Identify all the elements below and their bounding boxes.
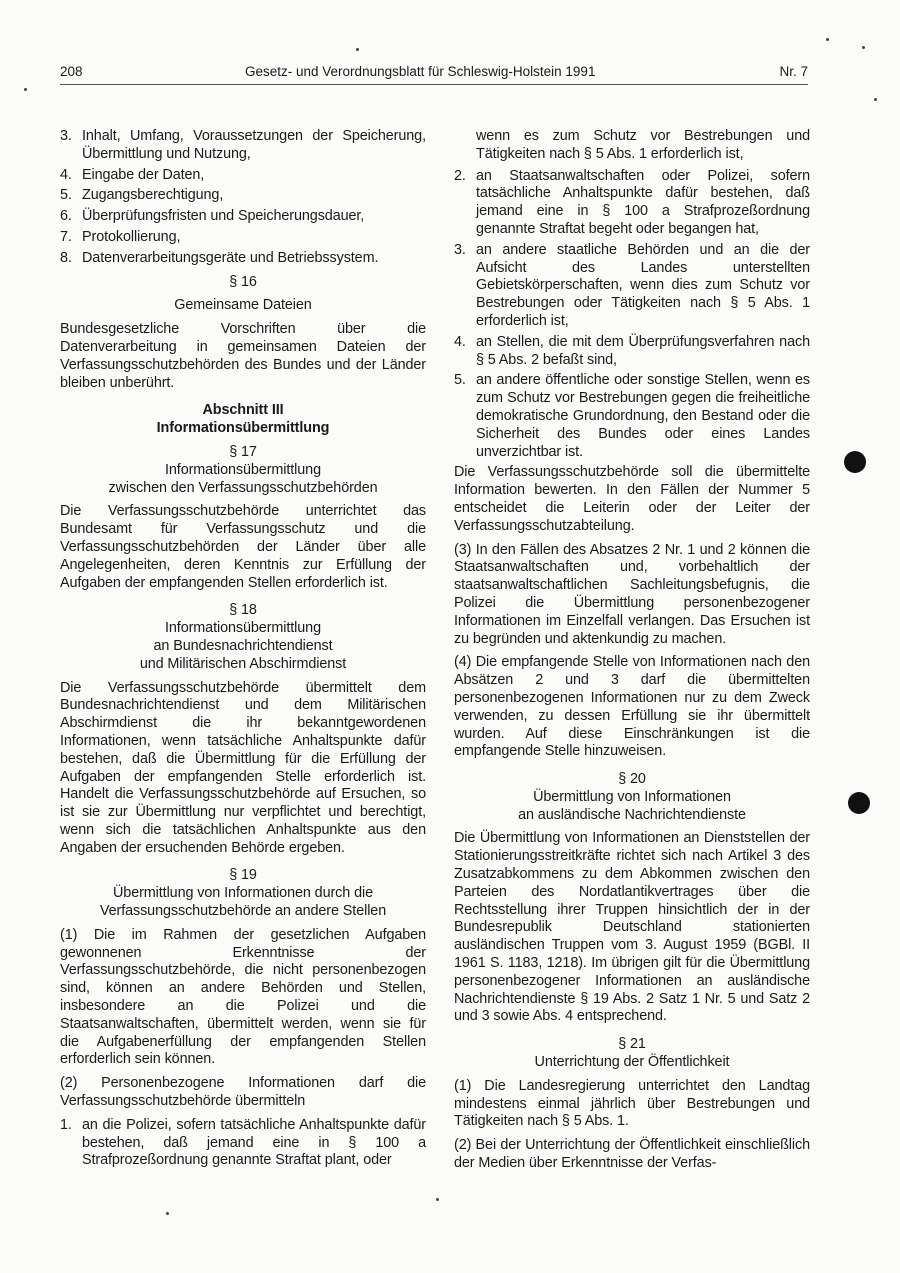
section-19-para-1: (1) Die im Rahmen der gesetzlichen Aufgaben gewonnenen Erkenntnisse der Verfassungsschutzbehörde, die nicht personenbezogen sind, können an andere Behörden und Stellen, insbesondere an die Polizei und die Staatsanwaltschaften, übermittelt werden, wenn sie für die Aufgabenerfüllung der empfangenden Stellen erforderlich sein können. [60,926,426,1068]
scan-speck [874,98,877,101]
list-item: 1. an die Polizei, sofern tatsächliche Anhaltspunkte dafür bestehen, daß jemand eine in § 100 a Strafprozeßordnung genannte Straftat plant, oder [60,1116,426,1169]
scan-speck [826,38,829,41]
section-16-title: Gemeinsame Dateien [174,297,312,314]
section-19-para-4: (4) Die empfangende Stelle von Informationen nach den Absätzen 2 und 3 darf die übermittelten personenbezogenen Informationen nur zu dem Zweck verwenden, zu dessen Erfüllung sie ihr übermittelt wurden. Auf diese Einschränkungen ist die empfangende Stelle hinzuweisen. [454,654,810,760]
section-19-para-3: (3) In den Fällen des Absatzes 2 Nr. 1 und 2 können die Staatsanwaltschaften und, vorbehaltlich der staatsanwaltschaftlichen Sachleitungsbefugnis, die Polizei die Übermittlung personenbezogener Informationen im Einzelfall verlangen. Das Ersuchen ist zu begründen und aktenkundig zu machen. [454,541,810,647]
section-20-title-line1: Übermittlung von Informationen [533,788,731,805]
section-21-title: Unterrichtung der Öffentlichkeit [534,1054,730,1071]
section-17-number: § 17 [229,443,257,460]
section-17-text: Die Verfassungsschutzbehörde unterrichtet das Bundesamt für Verfassungsschutz und die Verfassungsschutzbehörden der Länder über alle Angelegenheiten, deren Kenntnis zur Erfüllung der Aufgaben der empfangenden Stellen erforderlich ist. [60,503,426,591]
list-item: 6. Überprüfungsfristen und Speicherungsdauer, [60,208,365,225]
section-21-para-2: (2) Bei der Unterrichtung der Öffentlichkeit einschließlich der Medien über Erkenntnisse der Verfas- [454,1137,810,1172]
list-item: 4. Eingabe der Daten, [60,166,205,183]
part-heading-number: Abschnitt III [202,402,284,419]
right-column [454,128,810,1179]
scan-speck [24,88,27,91]
list-item: 8. Datenverarbeitungsgeräte und Betriebssystem. [60,249,379,266]
punch-hole-upper [844,451,866,473]
section-20-text: Die Übermittlung von Informationen an Dienststellen der Stationierungsstreitkräfte richtet sich nach Artikel 3 des Zusatzabkommens zu dem Abkommen zwischen den Parteien des Nordatlantikvertrages über die Rechtsstellung ihrer Truppen hinsichtlich der in der Bundesrepublik Deutschland stationierten ausländischen Truppen vom 3. August 1959 (BGBl. II 1961 S. 1183, 1218). Im übrigen gilt für die Übermittlung personenbezogener Informationen an ausländische Nachrichtendienste § 19 Abs. 2 Satz 1 Nr. 5 und Satz 2 und 3 sowie Abs. 4 entsprechend. [454,830,810,1025]
list-item: 2. an Staatsanwaltschaften oder Polizei, sofern tatsächliche Anhaltspunkte dafür bestehen, daß jemand eine in § 100 a Strafprozeßordnung genannte Straftat begeht oder begangen hat, [454,167,810,237]
section-19-title-line1: Übermittlung von Informationen durch die [113,885,373,902]
page-number: 208 [60,64,83,79]
scan-speck [166,1212,169,1215]
issue-number: Nr. 7 [779,64,808,79]
section-17-title-line2: zwischen den Verfassungsschutzbehörden [108,479,378,496]
scan-speck [862,46,865,49]
section-19-para-2: (2) Personenbezogene Informationen darf die Verfassungsschutzbehörde übermitteln [60,1075,426,1110]
list-item-continuation: wenn es zum Schutz vor Bestrebungen und Tätigkeiten nach § 5 Abs. 1 erforderlich ist, [476,128,810,162]
section-18-title-line2: an Bundesnachrichtendienst [153,637,333,654]
list-item: 5. an andere öffentliche oder sonstige Stellen, wenn es zum Schutz vor Bestrebungen gegen die freiheitliche demokratische Grundordnung, den Bestand oder die Sicherheit des Bundes oder eines Landes unverzichtbar ist. [454,372,810,460]
section-18-title-line1: Informationsübermittlung [165,620,321,637]
punch-hole-lower [848,792,870,814]
scan-speck [436,1198,439,1201]
list-storage-items [60,128,426,268]
list-recipients-start [60,1117,426,1170]
page-header [60,62,808,85]
list-item: 7. Protokollierung, [60,228,181,245]
journal-title: Gesetz- und Verordnungsblatt für Schleswig-Holstein 1991 [245,64,596,79]
part-heading-title: Informationsübermittlung [156,420,330,437]
list-item: 4. an Stellen, die mit dem Überprüfungsverfahren nach § 5 Abs. 2 befaßt sind, [454,333,810,368]
section-18-title-line3: und Militärischen Abschirmdienst [139,655,347,672]
list-item: 3. an andere staatliche Behörden und an die der Aufsicht des Landes unterstellten Gebietskörperschaften, wenn dies zum Schutz vor Bestrebungen oder Tätigkeiten nach § 5 Abs. 1 erforderlich ist, [454,241,810,329]
section-20-title-line2: an ausländische Nachrichtendienste [518,806,746,823]
section-21-number: § 21 [618,1036,646,1053]
section-21-para-1: (1) Die Landesregierung unterrichtet den Landtag mindestens einmal jährlich über Bestrebungen und Tätigkeiten nach § 5 Abs. 1. [454,1077,810,1130]
section-16-text: Bundesgesetzliche Vorschriften über die Datenverarbeitung in gemeinsamen Dateien der Verfassungsschutzbehörden des Bundes und der Länder bleiben unberührt. [60,321,426,391]
list-item: 5. Zugangsberechtigung, [60,187,224,204]
scan-speck [356,48,359,51]
evaluation-paragraph: Die Verfassungsschutzbehörde soll die übermittelte Information bewerten. In den Fällen der Nummer 5 entscheidet die Leiterin oder der Leiter der Verfassungsschutzabteilung. [454,464,810,534]
section-18-text: Die Verfassungsschutzbehörde übermittelt dem Bundesnachrichtendienst und dem Militärischen Abschirmdienst die ihr bekanntgewordenen Informationen, wenn tatsächliche Anhaltspunkte dafür bestehen, daß die Übermittlung für die Erfüllung der Aufgaben der empfangenden Stelle erforderlich ist. Handelt die Verfassungsschutzbehörde auf Ersuchen, so ist sie zur Übermittlung nur verpflichtet und berechtigt, wenn sich die tatsächlichen Anhaltspunkte aus den Angaben der ersuchenden Behörde ergeben. [60,679,426,856]
section-18-number: § 18 [229,602,257,619]
section-20-number: § 20 [618,771,646,788]
left-column [60,128,426,1173]
section-19-number: § 19 [229,867,257,884]
section-16-number: § 16 [229,273,257,290]
list-item: 3. Inhalt, Umfang, Voraussetzungen der Speicherung, Übermittlung und Nutzung, [60,128,426,162]
section-19-title-line2: Verfassungsschutzbehörde an andere Stellen [99,903,387,920]
section-17-title-line1: Informationsübermittlung [165,461,321,478]
list-recipients [454,168,810,462]
